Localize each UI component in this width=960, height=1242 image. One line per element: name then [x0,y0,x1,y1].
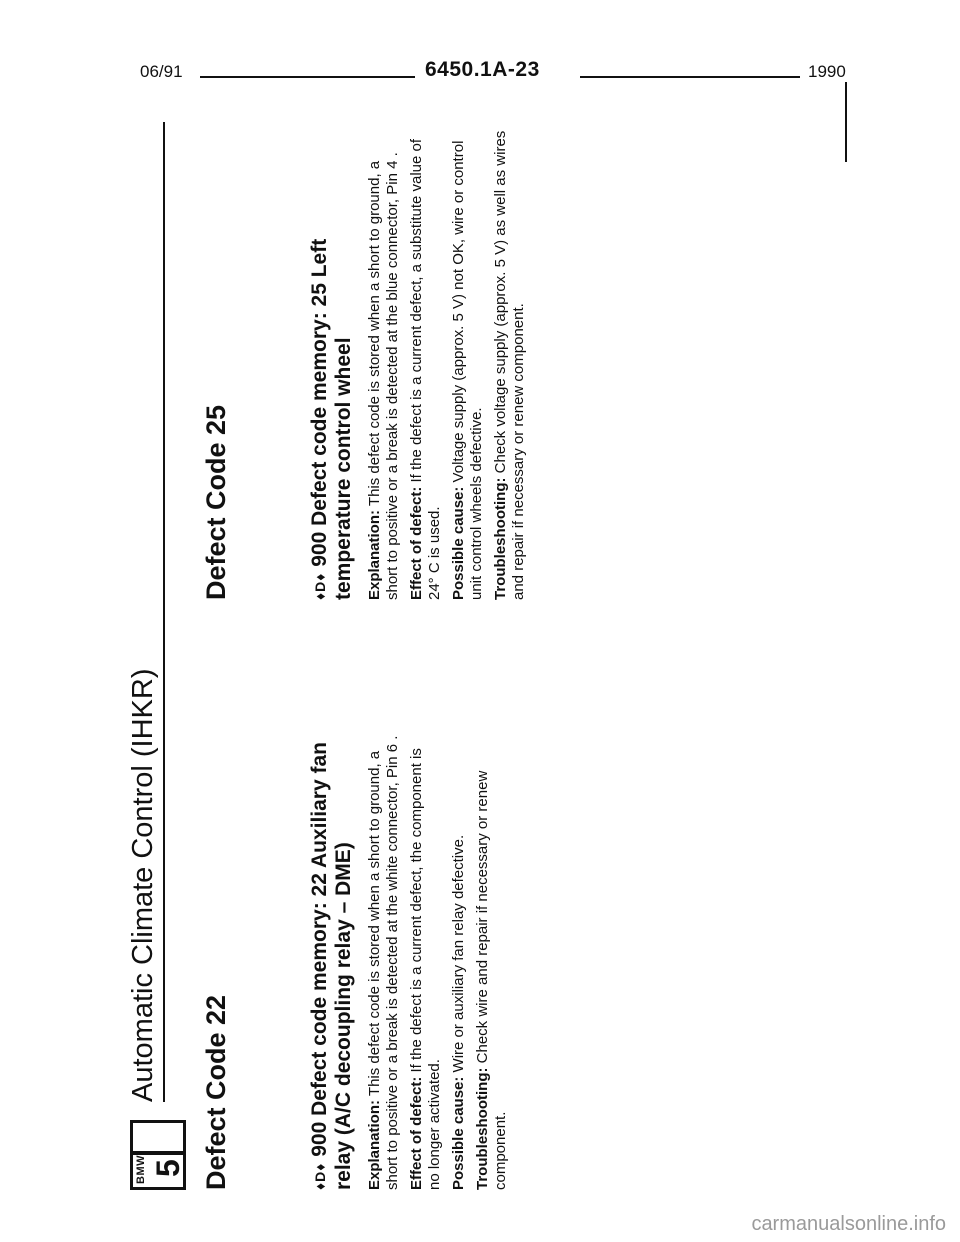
para-text: Voltage supply (approx. 5 V) not OK, wire or control unit control wheels defective. [450,140,485,600]
logo-brand: BMW [135,1155,147,1184]
para-label: Explanation: [366,509,383,600]
logo-brand-box [130,1152,186,1190]
fault-title-22 [308,730,356,1190]
watermark-text: carmanualsonline.info [751,1213,946,1235]
para-text: Check voltage supply (approx. 5 V) as well as wires and repair if necessary or renew component. [492,130,527,600]
explanation-paragraph [366,730,402,1190]
fault-title-25 [308,130,356,600]
page-title: Automatic Climate Control (IHKR) [127,668,159,1102]
section-title-defect-25: Defect Code 25 [201,404,231,600]
defect-22-column [200,730,516,1190]
para-text: This defect code is stored when a short to ground, a short to positive or a break is detected at the white connector, Pin 6 . [366,735,401,1190]
para-text: If the defect is a current defect, a substitute value of 24° C is used. [408,138,443,600]
effect-paragraph [408,130,444,600]
explanation-paragraph [366,130,402,600]
fault-title-text: 900 Defect code memory: 22 Auxiliary fan relay (A/C decoupling relay – DME) [308,742,355,1190]
para-text: Wire or auxiliary fan relay defective. [450,834,467,1073]
cause-paragraph [450,730,468,1190]
header-rule-left [200,76,415,78]
para-label: Possible cause: [450,486,467,600]
logo-empty-box [130,1120,186,1154]
header-doc-code: 6450.1A-23 [425,58,540,81]
cause-paragraph [450,130,486,600]
para-label: Effect of defect: [408,1076,425,1190]
header-year: 1990 [808,62,846,81]
logo-series: 5 [150,1159,186,1177]
rotated-page-content [127,80,870,1190]
para-label: Troubleshooting: [474,1067,491,1190]
header-rule-right [580,76,800,78]
para-label: Effect of defect: [408,486,425,600]
fault-prefix: ♦D♦ [312,1162,328,1190]
para-label: Troubleshooting: [492,477,509,600]
section-title-defect-22: Defect Code 22 [201,994,231,1190]
fault-title-text: 900 Defect code memory: 25 Left temperature control wheel [308,238,355,600]
para-text: Check wire and repair if necessary or renew component. [474,770,509,1190]
fault-prefix: ♦D♦ [312,572,328,600]
para-text: This defect code is stored when a short to ground, a short to positive or a break is detected at the blue connector, Pin 4 . [366,152,401,600]
header-date: 06/91 [140,62,183,81]
bmw-series-logo [130,1130,190,1190]
para-text: If the defect is a current defect, the component is no longer activated. [408,748,443,1190]
para-label: Explanation: [366,1099,383,1190]
title-rule [163,122,165,1102]
effect-paragraph [408,730,444,1190]
troubleshooting-paragraph [492,130,528,600]
para-label: Possible cause: [450,1076,467,1190]
troubleshooting-paragraph [474,730,510,1190]
defect-25-column [200,130,534,600]
